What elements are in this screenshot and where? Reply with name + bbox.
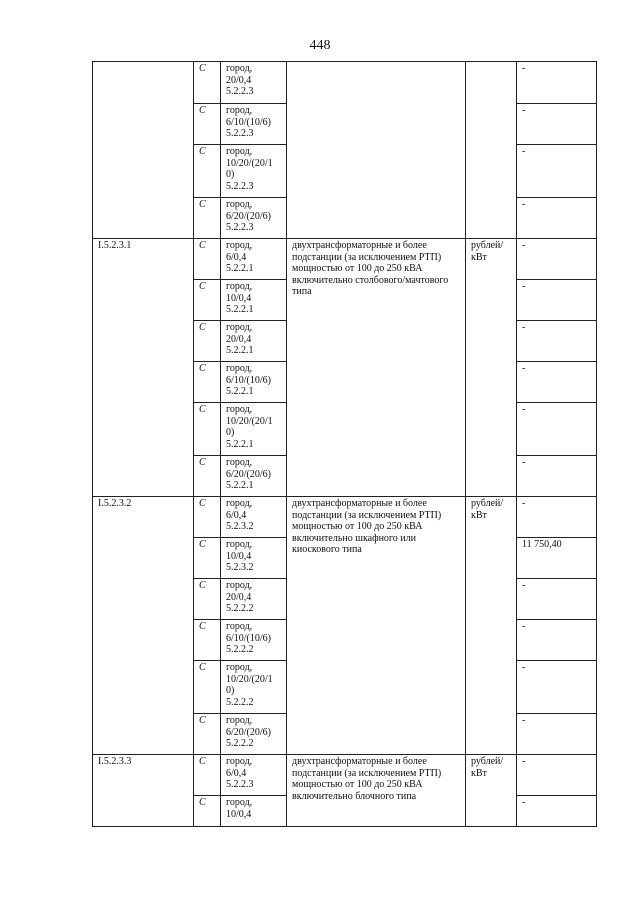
category-line: 6/0,4 — [226, 509, 247, 521]
category-line: 10/0,4 — [226, 550, 252, 562]
category-line: 5.2.2.1 — [226, 345, 254, 357]
cell-category — [221, 239, 287, 280]
cell-value: - — [517, 280, 597, 321]
category-line: город, — [226, 662, 253, 673]
cell-value: - — [517, 661, 597, 714]
cell-type: С — [194, 280, 221, 321]
item-code: I.5.2.3.1 — [93, 239, 194, 497]
table-row — [93, 755, 597, 796]
category-line: 20/0,4 — [226, 74, 252, 86]
item-code: I.5.2.3.2 — [93, 497, 194, 755]
category-line: город, — [226, 146, 253, 157]
category-line: 6/10/(10/6) — [226, 116, 271, 128]
item-description — [287, 62, 466, 239]
cell-category — [221, 714, 287, 755]
category-line: город, — [226, 457, 253, 468]
category-line: город, — [226, 539, 253, 550]
table-row — [93, 62, 597, 104]
category-line: 20/0,4 — [226, 333, 252, 345]
category-line: 0) — [226, 685, 235, 697]
category-line: 6/0,4 — [226, 767, 247, 779]
cell-value: - — [517, 456, 597, 497]
category-line: город, — [226, 756, 253, 767]
category-line: 10/20/(20/1 — [226, 415, 273, 427]
cell-value: - — [517, 104, 597, 145]
cell-value: - — [517, 714, 597, 755]
tariff-table-body — [93, 62, 597, 827]
cell-value: - — [517, 362, 597, 403]
category-line: 6/10/(10/6) — [226, 374, 271, 386]
cell-category — [221, 620, 287, 661]
cell-type: С — [194, 538, 221, 579]
cell-type: С — [194, 579, 221, 620]
category-line: город, — [226, 498, 253, 509]
cell-type: С — [194, 497, 221, 538]
item-code: I.5.2.3.3 — [93, 755, 194, 827]
category-line: город, — [226, 797, 253, 808]
category-line: 5.2.2.3 — [226, 86, 254, 98]
cell-value: - — [517, 403, 597, 456]
item-unit: рублей/ кВт — [466, 755, 517, 827]
cell-type: С — [194, 661, 221, 714]
cell-type: С — [194, 456, 221, 497]
category-line: город, — [226, 322, 253, 333]
cell-value: - — [517, 62, 597, 104]
cell-value: - — [517, 198, 597, 239]
category-line: 5.2.2.2 — [226, 603, 254, 615]
cell-value: - — [517, 755, 597, 796]
category-line: 5.2.2.3 — [226, 180, 254, 192]
cell-category — [221, 403, 287, 456]
cell-category — [221, 538, 287, 579]
category-line: город, — [226, 715, 253, 726]
cell-category — [221, 661, 287, 714]
cell-value: - — [517, 579, 597, 620]
category-line: 5.2.2.3 — [226, 128, 254, 140]
cell-value: - — [517, 321, 597, 362]
cell-type: С — [194, 714, 221, 755]
category-line: город, — [226, 63, 253, 74]
category-line: 6/20/(20/6) — [226, 468, 271, 480]
category-line: 10/20/(20/1 — [226, 157, 273, 169]
cell-type: С — [194, 62, 221, 104]
tariff-table — [92, 61, 597, 827]
item-unit: рублей/ кВт — [466, 497, 517, 755]
category-line: город, — [226, 240, 253, 251]
cell-type: С — [194, 362, 221, 403]
cell-category — [221, 755, 287, 796]
category-line: 5.2.2.2 — [226, 644, 254, 656]
table-row — [93, 497, 597, 538]
cell-value: - — [517, 620, 597, 661]
category-line: 6/10/(10/6) — [226, 632, 271, 644]
item-description: двухтрансформаторные и более подстанции (за исключением РТП) мощностью от 100 до 250 кВА включительно блочного типа — [287, 755, 466, 827]
cell-category — [221, 321, 287, 362]
category-line: 6/0,4 — [226, 251, 247, 263]
category-line: 10/0,4 — [226, 292, 252, 304]
cell-type: С — [194, 239, 221, 280]
cell-category — [221, 362, 287, 403]
category-line: 10/20/(20/1 — [226, 673, 273, 685]
cell-type: С — [194, 145, 221, 198]
cell-category — [221, 62, 287, 104]
cell-type: С — [194, 104, 221, 145]
cell-category — [221, 796, 287, 827]
cell-value: - — [517, 796, 597, 827]
category-line: 10/0,4 — [226, 808, 252, 820]
category-line: 5.2.2.1 — [226, 263, 254, 275]
cell-type: С — [194, 755, 221, 796]
category-line: 5.2.2.1 — [226, 480, 254, 492]
item-code — [93, 62, 194, 239]
category-line: 20/0,4 — [226, 591, 252, 603]
page-number: 448 — [309, 38, 331, 53]
category-line: 0) — [226, 427, 235, 439]
cell-category — [221, 456, 287, 497]
item-unit — [466, 62, 517, 239]
category-line: 5.2.2.3 — [226, 779, 254, 791]
category-line: город, — [226, 105, 253, 116]
category-line: 5.2.3.2 — [226, 521, 254, 533]
category-line: город, — [226, 281, 253, 292]
category-line: 5.2.2.2 — [226, 696, 254, 708]
cell-category — [221, 198, 287, 239]
cell-type: С — [194, 796, 221, 827]
item-unit: рублей/ кВт — [466, 239, 517, 497]
cell-category — [221, 497, 287, 538]
item-description: двухтрансформаторные и более подстанции (за исключением РТП) мощностью от 100 до 250 кВА включительно столбового/мачтового типа — [287, 239, 466, 497]
category-line: 5.2.2.1 — [226, 438, 254, 450]
category-line: 5.2.2.1 — [226, 386, 254, 398]
cell-value: - — [517, 497, 597, 538]
category-line: 5.2.3.2 — [226, 562, 254, 574]
category-line: 5.2.2.2 — [226, 738, 254, 750]
table-row — [93, 239, 597, 280]
category-line: город, — [226, 363, 253, 374]
cell-value: - — [517, 145, 597, 198]
cell-type: С — [194, 403, 221, 456]
category-line: город, — [226, 621, 253, 632]
cell-type: С — [194, 321, 221, 362]
category-line: 6/20/(20/6) — [226, 210, 271, 222]
category-line: 5.2.2.1 — [226, 304, 254, 316]
cell-category — [221, 579, 287, 620]
cell-category — [221, 104, 287, 145]
category-line: город, — [226, 199, 253, 210]
category-line: город, — [226, 580, 253, 591]
category-line: 6/20/(20/6) — [226, 726, 271, 738]
cell-value: 11 750,40 — [517, 538, 597, 579]
cell-category — [221, 280, 287, 321]
category-line: город, — [226, 404, 253, 415]
item-description: двухтрансформаторные и более подстанции (за исключением РТП) мощностью от 100 до 250 кВА включительно шкафного или киоскового типа — [287, 497, 466, 755]
category-line: 5.2.2.3 — [226, 222, 254, 234]
cell-type: С — [194, 620, 221, 661]
category-line: 0) — [226, 169, 235, 181]
cell-type: С — [194, 198, 221, 239]
cell-value: - — [517, 239, 597, 280]
cell-category — [221, 145, 287, 198]
